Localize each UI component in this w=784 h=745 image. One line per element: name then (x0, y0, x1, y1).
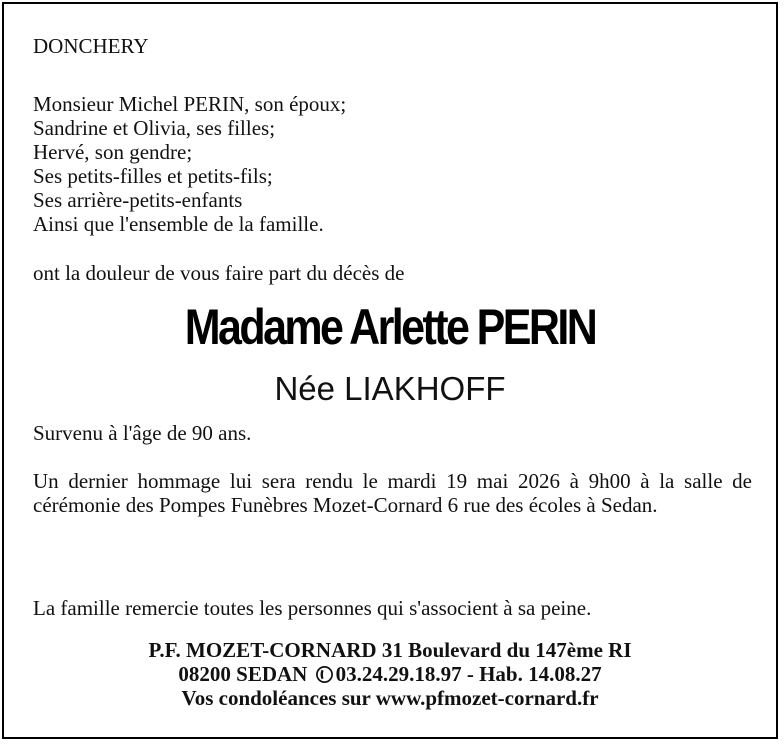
family-line: Ses arrière-petits-enfants (33, 188, 243, 212)
town-name: DONCHERY (33, 34, 149, 58)
deceased-name: Madame Arlette PERIN (184, 299, 596, 355)
thanks-text: La famille remercie toutes les personnes qui s'associent à sa peine. (33, 596, 592, 620)
ceremony-text: Un dernier hommage lui sera rendu le mardi 19 mai 2026 à 9h00 à la salle de cérémonie des Pompes Funèbres Mozet-Cornard 6 rue des écoles à Sedan. (33, 469, 752, 517)
condolences-website: Vos condoléances sur www.pfmozet-cornard.fr (181, 686, 599, 710)
family-line: Ses petits-filles et petits-fils; (33, 164, 273, 188)
phone-numbers: 03.24.29.18.97 - Hab. 14.08.27 (335, 662, 602, 686)
announcement-text: ont la douleur de vous faire part du décès de (33, 261, 405, 285)
family-line: Monsieur Michel PERIN, son époux; (33, 92, 347, 116)
family-line: Hervé, son gendre; (33, 140, 193, 164)
obituary-notice (2, 2, 778, 739)
funeral-home-contact (4, 662, 776, 686)
family-line: Sandrine et Olivia, ses filles; (33, 116, 276, 140)
postal-city: 08200 SEDAN (178, 662, 308, 686)
maiden-name: Née LIAKHOFF (274, 370, 506, 407)
family-line: Ainsi que l'ensemble de la famille. (33, 212, 324, 236)
age-text: Survenu à l'âge de 90 ans. (33, 421, 252, 445)
phone-icon (315, 665, 334, 684)
funeral-home-address: P.F. MOZET-CORNARD 31 Boulevard du 147ème RI (148, 638, 632, 662)
